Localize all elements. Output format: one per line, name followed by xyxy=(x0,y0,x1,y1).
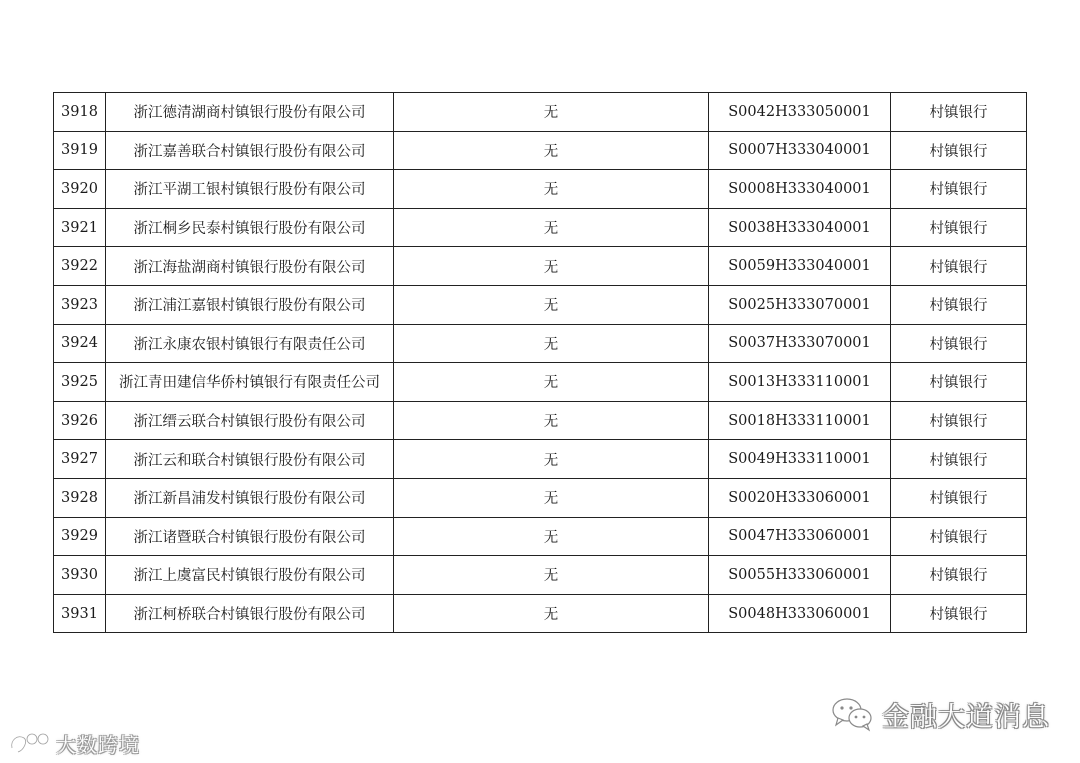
license-code-cell: S0049H333110001 xyxy=(709,440,891,479)
table-row xyxy=(54,285,1027,324)
license-code-cell: S0008H333040001 xyxy=(709,170,891,209)
bank-name-cell: 浙江云和联合村镇银行股份有限公司 xyxy=(106,440,394,479)
institution-type-cell: 村镇银行 xyxy=(891,556,1027,595)
watermark-right-text: 金融大道消息 xyxy=(882,701,1050,733)
bank-name-cell: 浙江桐乡民泰村镇银行股份有限公司 xyxy=(106,208,394,247)
bank-name-cell: 浙江永康农银村镇银行有限责任公司 xyxy=(106,324,394,363)
institution-type-cell: 村镇银行 xyxy=(891,440,1027,479)
institution-type-cell: 村镇银行 xyxy=(891,247,1027,286)
institution-type-cell: 村镇银行 xyxy=(891,285,1027,324)
table-row xyxy=(54,93,1027,132)
institution-type-cell: 村镇银行 xyxy=(891,478,1027,517)
table-body xyxy=(54,93,1027,633)
table-row xyxy=(54,208,1027,247)
watermark-left xyxy=(8,726,140,760)
bank-registry-table xyxy=(53,92,1027,633)
former-name-cell: 无 xyxy=(394,170,709,209)
license-code-cell: S0047H333060001 xyxy=(709,517,891,556)
table-row xyxy=(54,517,1027,556)
license-code-cell: S0007H333040001 xyxy=(709,131,891,170)
row-number-cell: 3923 xyxy=(54,285,106,324)
license-code-cell: S0048H333060001 xyxy=(709,594,891,633)
institution-type-cell: 村镇银行 xyxy=(891,594,1027,633)
former-name-cell: 无 xyxy=(394,93,709,132)
institution-type-cell: 村镇银行 xyxy=(891,324,1027,363)
row-number-cell: 3918 xyxy=(54,93,106,132)
institution-type-cell: 村镇银行 xyxy=(891,131,1027,170)
wechat-logo-icon xyxy=(830,696,874,732)
row-number-cell: 3925 xyxy=(54,363,106,402)
license-code-cell: S0055H333060001 xyxy=(709,556,891,595)
row-number-cell: 3924 xyxy=(54,324,106,363)
watermark-right xyxy=(830,692,1050,736)
row-number-cell: 3928 xyxy=(54,478,106,517)
former-name-cell: 无 xyxy=(394,556,709,595)
license-code-cell: S0037H333070001 xyxy=(709,324,891,363)
institution-type-cell: 村镇银行 xyxy=(891,517,1027,556)
bank-name-cell: 浙江浦江嘉银村镇银行股份有限公司 xyxy=(106,285,394,324)
license-code-cell: S0020H333060001 xyxy=(709,478,891,517)
license-code-cell: S0042H333050001 xyxy=(709,93,891,132)
row-number-cell: 3926 xyxy=(54,401,106,440)
former-name-cell: 无 xyxy=(394,208,709,247)
row-number-cell: 3921 xyxy=(54,208,106,247)
row-number-cell: 3930 xyxy=(54,556,106,595)
institution-type-cell: 村镇银行 xyxy=(891,170,1027,209)
former-name-cell: 无 xyxy=(394,401,709,440)
license-code-cell: S0018H333110001 xyxy=(709,401,891,440)
license-code-cell: S0059H333040001 xyxy=(709,247,891,286)
table-row xyxy=(54,401,1027,440)
former-name-cell: 无 xyxy=(394,440,709,479)
row-number-cell: 3919 xyxy=(54,131,106,170)
table-row xyxy=(54,324,1027,363)
bank-name-cell: 浙江新昌浦发村镇银行股份有限公司 xyxy=(106,478,394,517)
table-row xyxy=(54,131,1027,170)
institution-type-cell: 村镇银行 xyxy=(891,401,1027,440)
table-row xyxy=(54,556,1027,595)
institution-type-cell: 村镇银行 xyxy=(891,363,1027,402)
license-code-cell: S0013H333110001 xyxy=(709,363,891,402)
row-number-cell: 3927 xyxy=(54,440,106,479)
bank-name-cell: 浙江柯桥联合村镇银行股份有限公司 xyxy=(106,594,394,633)
bank-name-cell: 浙江德清湖商村镇银行股份有限公司 xyxy=(106,93,394,132)
bank-name-cell: 浙江缙云联合村镇银行股份有限公司 xyxy=(106,401,394,440)
institution-type-cell: 村镇银行 xyxy=(891,93,1027,132)
bank-name-cell: 浙江上虞富民村镇银行股份有限公司 xyxy=(106,556,394,595)
license-code-cell: S0038H333040001 xyxy=(709,208,891,247)
former-name-cell: 无 xyxy=(394,594,709,633)
table-row xyxy=(54,440,1027,479)
row-number-cell: 3931 xyxy=(54,594,106,633)
institution-type-cell: 村镇银行 xyxy=(891,208,1027,247)
bank-name-cell: 浙江嘉善联合村镇银行股份有限公司 xyxy=(106,131,394,170)
bank-name-cell: 浙江海盐湖商村镇银行股份有限公司 xyxy=(106,247,394,286)
former-name-cell: 无 xyxy=(394,247,709,286)
former-name-cell: 无 xyxy=(394,324,709,363)
table-row xyxy=(54,478,1027,517)
bank-name-cell: 浙江平湖工银村镇银行股份有限公司 xyxy=(106,170,394,209)
weibo-logo-icon xyxy=(8,728,52,758)
former-name-cell: 无 xyxy=(394,285,709,324)
row-number-cell: 3920 xyxy=(54,170,106,209)
bank-name-cell: 浙江青田建信华侨村镇银行有限责任公司 xyxy=(106,363,394,402)
former-name-cell: 无 xyxy=(394,478,709,517)
license-code-cell: S0025H333070001 xyxy=(709,285,891,324)
former-name-cell: 无 xyxy=(394,517,709,556)
table-row xyxy=(54,247,1027,286)
former-name-cell: 无 xyxy=(394,363,709,402)
watermark-left-text: 大数跨境 xyxy=(56,732,140,757)
table-row xyxy=(54,594,1027,633)
row-number-cell: 3922 xyxy=(54,247,106,286)
table-row xyxy=(54,363,1027,402)
bank-name-cell: 浙江诸暨联合村镇银行股份有限公司 xyxy=(106,517,394,556)
row-number-cell: 3929 xyxy=(54,517,106,556)
table-row xyxy=(54,170,1027,209)
former-name-cell: 无 xyxy=(394,131,709,170)
